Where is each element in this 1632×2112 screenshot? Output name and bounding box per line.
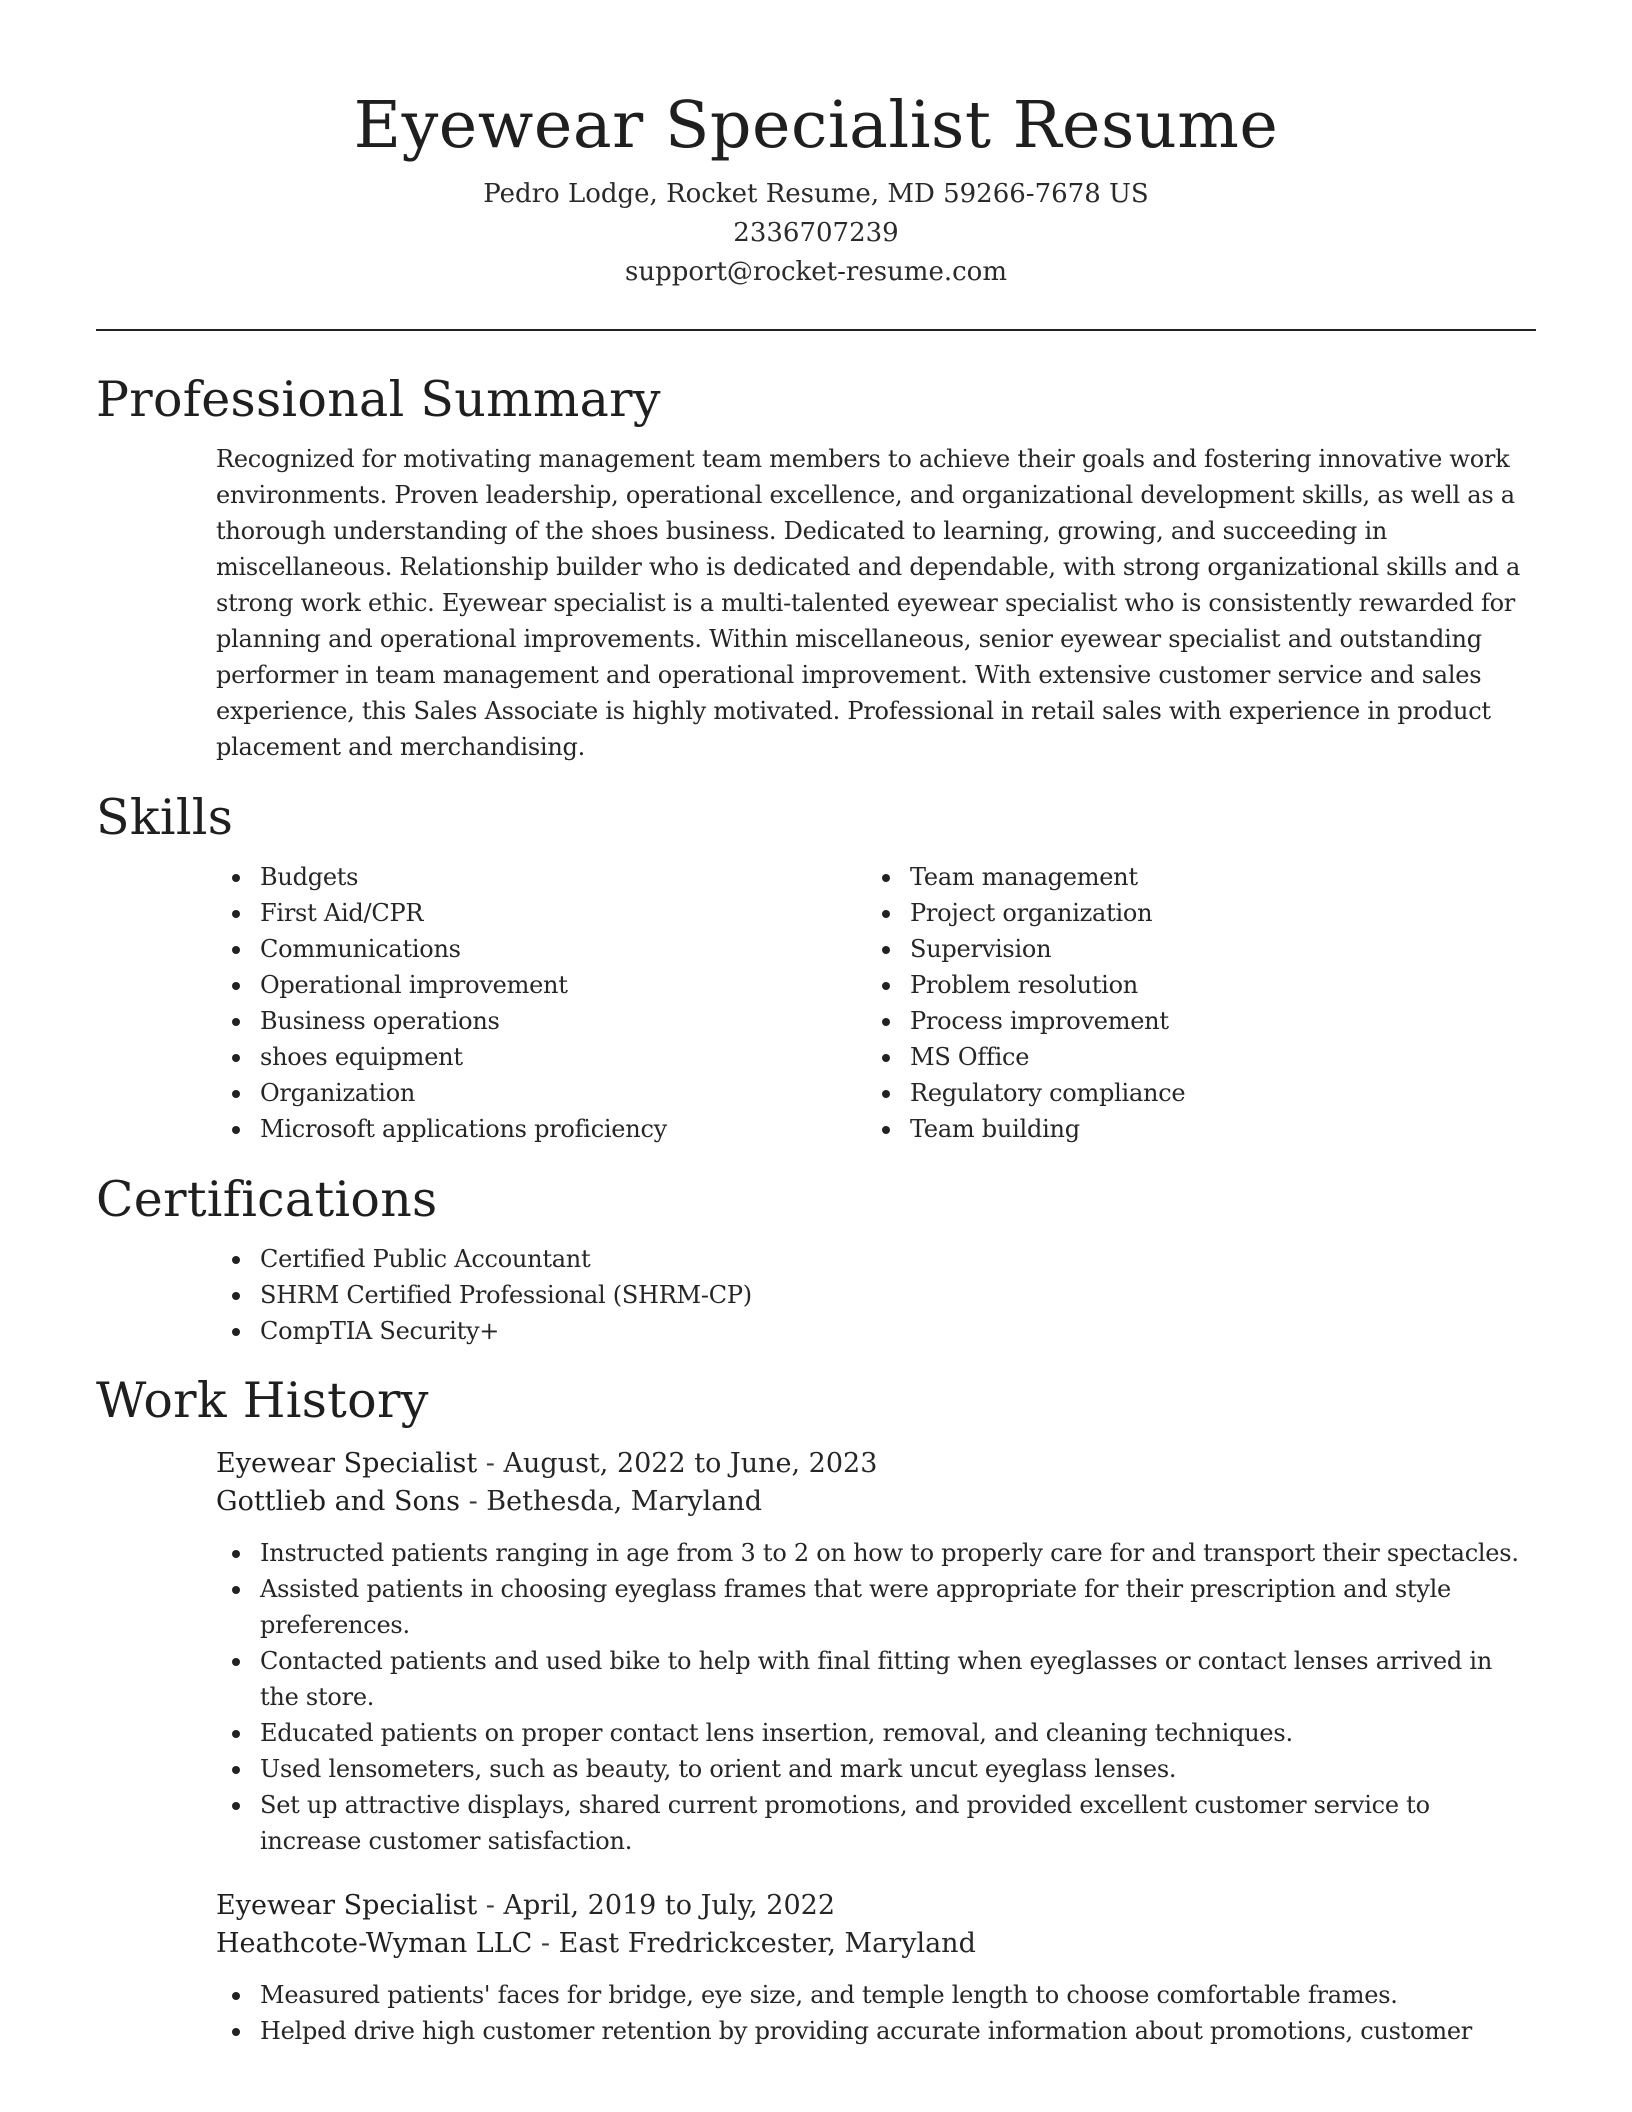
job-entry [216,1887,1536,2049]
job-duties-list [216,1535,1536,1859]
job-company: Gottlieb and Sons [216,1486,460,1517]
certification-item: SHRM Certified Professional (SHRM-CP) [216,1277,1536,1313]
job-location: East Fredrickcester, Maryland [558,1928,976,1959]
skill-item: Microsoft applications proficiency [216,1111,866,1147]
job-separator: - [477,1448,504,1479]
certifications-list [216,1241,1536,1349]
job-separator: - [532,1928,559,1959]
contact-block [96,175,1536,292]
job-duty: Measured patients' faces for bridge, eye size, and temple length to choose comfortable frames. [216,1977,1536,2013]
job-title: Eyewear Specialist [216,1890,478,1921]
job-duties-list [216,1977,1536,2049]
job-separator: - [477,1890,504,1921]
job-duty: Educated patients on proper contact lens insertion, removal, and cleaning techniques. [216,1715,1536,1751]
contact-email: support@rocket-resume.com [624,257,1007,287]
job-duty: Used lensometers, such as beauty, to orient and mark uncut eyeglass lenses. [216,1751,1536,1787]
skill-item: Organization [216,1075,866,1111]
header-divider [96,329,1536,331]
job-location: Bethesda, Maryland [486,1486,763,1517]
skill-item: Process improvement [866,1003,1516,1039]
job-duty: Instructed patients ranging in age from 3 to 2 on how to properly care for and transport their spectacles. [216,1535,1536,1571]
skills-columns [216,859,1536,1147]
work-history-heading: Work History [96,1372,429,1429]
skill-item: Team management [866,859,1516,895]
job-duty: Contacted patients and used bike to help with final fitting when eyeglasses or contact lenses arrived in the store. [216,1643,1536,1715]
certification-item: Certified Public Accountant [216,1241,1536,1277]
job-company-line [216,1925,1536,1963]
skill-item: First Aid/CPR [216,895,866,931]
job-duty: Assisted patients in choosing eyeglass frames that were appropriate for their prescription and style preferences. [216,1571,1536,1643]
job-dates: April, 2019 to July, 2022 [503,1890,836,1921]
skill-item: Problem resolution [866,967,1516,1003]
skills-list-right [866,859,1516,1147]
job-title-line [216,1445,1536,1483]
skill-item: MS Office [866,1039,1516,1075]
job-title-line [216,1887,1536,1925]
job-duty: Set up attractive displays, shared current promotions, and provided excellent customer service to increase customer satisfaction. [216,1787,1536,1859]
summary-text: Recognized for motivating management team members to achieve their goals and fostering innovative work environments. Proven leadership, operational excellence, and organizational development skills, as well as a thorough understanding of the shoes business. Dedicated to learning, growing, and succeeding in miscellaneous. Relationship builder who is dedicated and dependable, with strong organizational skills and a strong work ethic. Eyewear specialist is a multi-talented eyewear specialist who is consistently rewarded for planning and operational improvements. Within miscellaneous, senior eyewear specialist and outstanding performer in team management and operational improvement. With extensive customer service and sales experience, this Sales Associate is highly motivated. Professional in retail sales with experience in product placement and merchandising. [216,445,1521,761]
skill-item: Project organization [866,895,1516,931]
skill-item: Team building [866,1111,1516,1147]
job-separator: - [460,1486,487,1517]
certifications-heading: Certifications [96,1171,438,1228]
skill-item: Communications [216,931,866,967]
job-duty: Helped drive high customer retention by providing accurate information about promotions, customer [216,2013,1536,2049]
skill-item: Business operations [216,1003,866,1039]
job-dates: August, 2022 to June, 2023 [503,1448,878,1479]
certification-item: CompTIA Security+ [216,1313,1536,1349]
job-entry [216,1445,1536,1859]
skill-item: Budgets [216,859,866,895]
contact-address: Pedro Lodge, Rocket Resume, MD 59266-7678 US [483,179,1149,209]
skill-item: shoes equipment [216,1039,866,1075]
resume-title: Eyewear Specialist Resume [353,88,1279,163]
job-company-line [216,1483,1536,1521]
contact-phone: 2336707239 [733,218,899,248]
job-company: Heathcote-Wyman LLC [216,1928,533,1959]
skills-list-left [216,859,866,1147]
skills-heading: Skills [96,789,234,846]
skill-item: Supervision [866,931,1516,967]
job-title: Eyewear Specialist [216,1448,478,1479]
skill-item: Regulatory compliance [866,1075,1516,1111]
skill-item: Operational improvement [216,967,866,1003]
resume-page [96,0,1536,2112]
summary-heading: Professional Summary [96,371,661,428]
